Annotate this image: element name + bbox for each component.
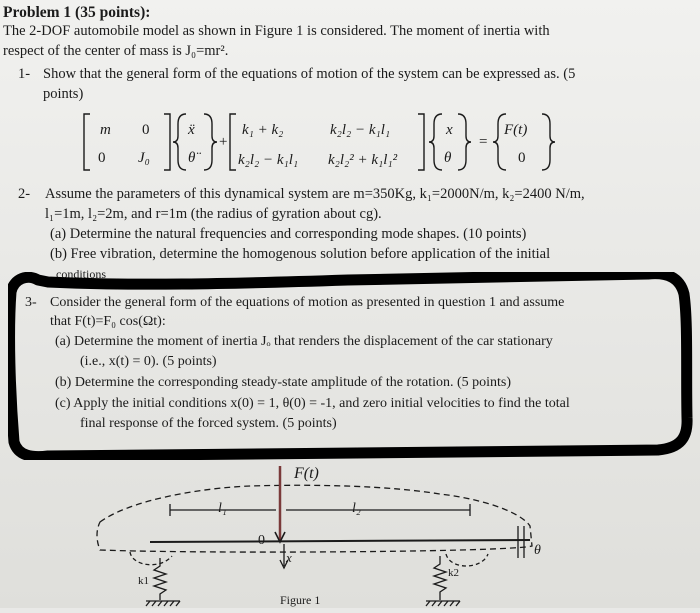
mass-m: m [100,122,111,138]
problem-title: Problem 1 (35 points): [3,4,151,21]
q1-line1: Show that the general form of the equations of motion of the system can be expressed as. (5 [43,66,576,82]
q2-line2: l₁=1m, l₂=2m, and r=1m (the radius of gyration about cg). [45,206,382,222]
accel-theta: θ̈ [188,150,196,166]
fig-cg-label: 0 [258,533,265,548]
fig-x-label: x [286,550,292,565]
plus-sign: + [219,134,228,150]
disp-theta: θ [444,150,452,166]
q3-part-c-line1: (c) Apply the initial conditions x(0) = 1, θ(0) = -1, and zero initial velocities to find the total [55,396,570,411]
q3-part-a-line2: (i.e., x(t) = 0). (5 points) [80,354,217,369]
q2-number: 2- [18,186,31,202]
q2-part-b: (b) Free vibration, determine the homogenous solution before application of the initial [50,246,551,262]
problem-intro-line1: The 2-DOF automobile model as shown in Figure 1 is considered. The moment of inertia with [3,23,550,39]
q3-number: 3- [25,295,37,310]
fig-caption: Figure 1 [280,593,321,607]
q1-line2: points) [43,86,84,102]
fig-k1-label: k1 [138,575,149,587]
q3-part-a-line1: (a) Determine the moment of inertia Jₒ that renders the displacement of the car stationary [55,334,553,349]
fig-l2-label: l₂ [352,501,361,516]
fig-theta-label: θ [534,543,541,558]
q3-line1: Consider the general form of the equations of motion as presented in question 1 and assume [50,295,565,310]
problem-intro-line2: respect of the center of mass is J₀=mr². [3,43,229,59]
accel-x: ẍ [188,122,195,138]
fig-force-label: F(t) [294,465,319,482]
q2-line1: Assume the parameters of this dynamical system are m=350Kg, k₁=2000N/m, k₂=2400 N/m, [45,186,585,202]
fig-l1-label: l₁ [218,501,227,516]
q1-number: 1- [18,66,31,82]
mass-zero-b: 0 [98,150,106,166]
stiff-k12: k₂l₂ − k₁l₁ [330,122,391,138]
stiff-k21: k₂l₂ − k₁l₁ [238,152,299,168]
stiff-k11: k₁ + k₂ [242,122,284,138]
stiff-k22: k₂l₂² + k₁l₁² [328,152,398,168]
q3-part-b: (b) Determine the corresponding steady-state amplitude of the rotation. (5 points) [55,375,512,390]
disp-x: x [446,122,453,138]
mass-J: J₀ [138,150,150,166]
equation-of-motion [82,110,582,176]
q3-part-c-line2: final response of the forced system. (5 points) [80,416,337,431]
q2-part-b-cont: conditions [56,267,106,281]
equals-sign: = [479,134,488,150]
fig-k2-label: k2 [448,567,459,579]
force-zero: 0 [518,150,526,166]
mass-zero-a: 0 [142,122,150,138]
force-F: F(t) [504,122,528,138]
q3-line2: that F(t)=F₀ cos(Ωt): [50,314,166,329]
figure-car-model [90,462,560,608]
q2-part-a: (a) Determine the natural frequencies and corresponding mode shapes. (10 points) [50,226,527,242]
